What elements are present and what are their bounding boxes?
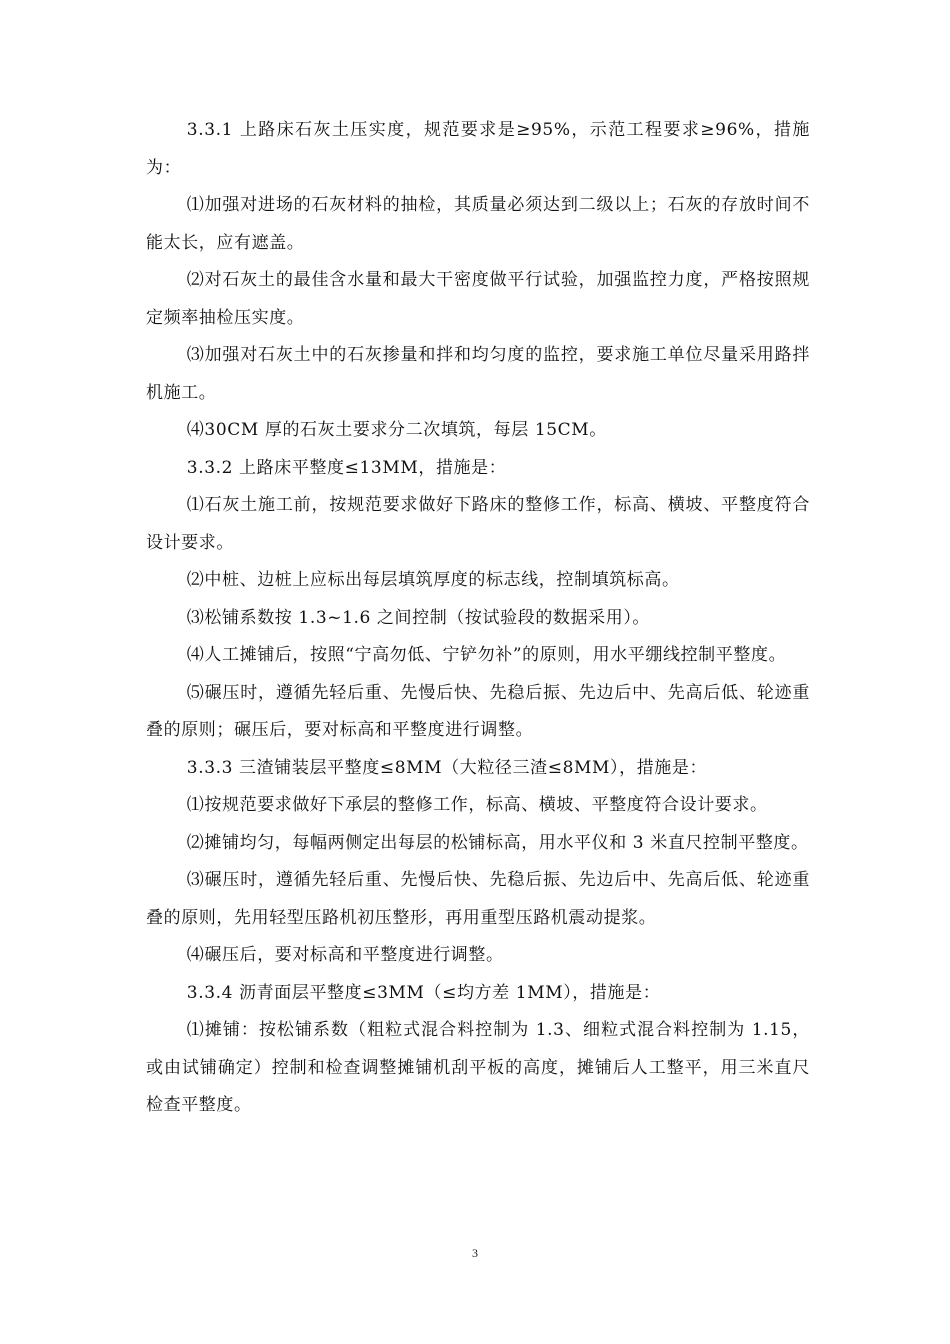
paragraph: ⑶加强对石灰土中的石灰掺量和拌和均匀度的监控，要求施工单位尽量采用路拌机施工。 xyxy=(146,345,810,403)
paragraph: 3.3.4 沥青面层平整度≤3MM（≤均方差 1MM），措施是： xyxy=(186,982,661,1003)
paragraph: ⑷人工摊铺后，按照“宁高勿低、宁铲勿补”的原则，用水平绷线控制平整度。 xyxy=(186,645,787,665)
paragraph: ⑶碾压时，遵循先轻后重、先慢后快、先稳后振、先边后中、先高后低、轮迹重叠的原则，先用轻型压路机初压整形，再用重型压路机震动提浆。 xyxy=(146,870,810,928)
paragraph: 3.3.1 上路床石灰土压实度，规范要求是≥95%，示范工程要求≥96%，措施为： xyxy=(146,120,810,178)
body-text xyxy=(146,112,810,1125)
paragraph: ⑸碾压时，遵循先轻后重、先慢后快、先稳后振、先边后中、先高后低、轮迹重叠的原则；碾压后，要对标高和平整度进行调整。 xyxy=(146,682,810,740)
paragraph: 3.3.3 三渣铺装层平整度≤8MM（大粒径三渣≤8MM），措施是： xyxy=(186,757,708,778)
paragraph: ⑵对石灰土的最佳含水量和最大干密度做平行试验，加强监控力度，严格按照规定频率抽检压实度。 xyxy=(146,270,810,328)
paragraph: ⑴摊铺：按松铺系数（粗粒式混合料控制为 1.3、细粒式混合料控制为 1.15，或由试铺确定）控制和检查调整摊铺机刮平板的高度，摊铺后人工整平，用三米直尺检查平整度。 xyxy=(146,1020,810,1115)
paragraph: ⑴石灰土施工前，按规范要求做好下路床的整修工作，标高、横坡、平整度符合设计要求。 xyxy=(146,495,810,553)
paragraph: ⑷碾压后，要对标高和平整度进行调整。 xyxy=(186,945,504,965)
paragraph: ⑴加强对进场的石灰材料的抽检，其质量必须达到二级以上；石灰的存放时间不能太长，应有遮盖。 xyxy=(146,195,810,253)
paragraph: ⑵中桩、边桩上应标出每层填筑厚度的标志线，控制填筑标高。 xyxy=(186,570,680,590)
paragraph: ⑶松铺系数按 1.3~1.6 之间控制（按试验段的数据采用）。 xyxy=(186,607,651,628)
page-number: 3 xyxy=(472,1246,478,1260)
paragraph: ⑷30CM 厚的石灰土要求分二次填筑，每层 15CM。 xyxy=(186,420,607,440)
paragraph: ⑵摊铺均匀，每幅两侧定出每层的松铺标高，用水平仪和 3 米直尺控制平整度。 xyxy=(186,832,809,853)
paragraph: ⑴按规范要求做好下承层的整修工作，标高、横坡、平整度符合设计要求。 xyxy=(186,795,768,815)
paragraph: 3.3.2 上路床平整度≤13MM，措施是： xyxy=(186,457,507,478)
